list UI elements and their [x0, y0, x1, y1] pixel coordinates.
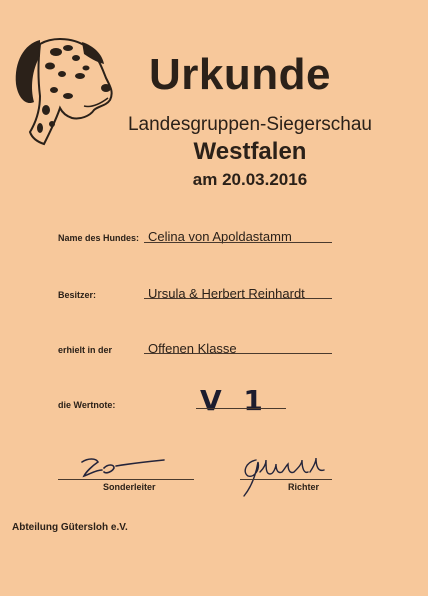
richter-caption: Richter — [288, 482, 320, 492]
richter-signature — [236, 452, 336, 500]
sonderleiter-caption: Sonderleiter — [103, 482, 156, 492]
footer-organization: Abteilung Gütersloh e.V. — [12, 522, 128, 533]
class-value: Offenen Klasse — [148, 341, 237, 356]
sonderleiter-signature — [78, 452, 168, 480]
grade-label: die Wertnote: — [58, 400, 116, 410]
owner-underline — [144, 298, 332, 299]
owner-label: Besitzer: — [58, 290, 97, 300]
owner-value: Ursula & Herbert Reinhardt — [148, 286, 305, 301]
class-underline — [144, 353, 332, 354]
certificate-date: am 20.03.2016 — [192, 170, 308, 189]
richter-line — [240, 479, 332, 480]
certificate-region: Westfalen — [193, 138, 307, 165]
sonderleiter-line — [58, 479, 194, 480]
dog-name-underline — [144, 242, 332, 243]
dog-name-label: Name des Hundes: — [58, 233, 140, 243]
dog-name-value: Celina von Apoldastamm — [148, 229, 292, 244]
grade-value: V 1 — [200, 384, 269, 417]
certificate-subtitle: Landesgruppen-Siegerschau — [127, 114, 372, 135]
class-label: erhielt in der — [58, 345, 113, 355]
certificate-title: Urkunde — [149, 50, 331, 99]
grade-underline — [196, 408, 286, 409]
